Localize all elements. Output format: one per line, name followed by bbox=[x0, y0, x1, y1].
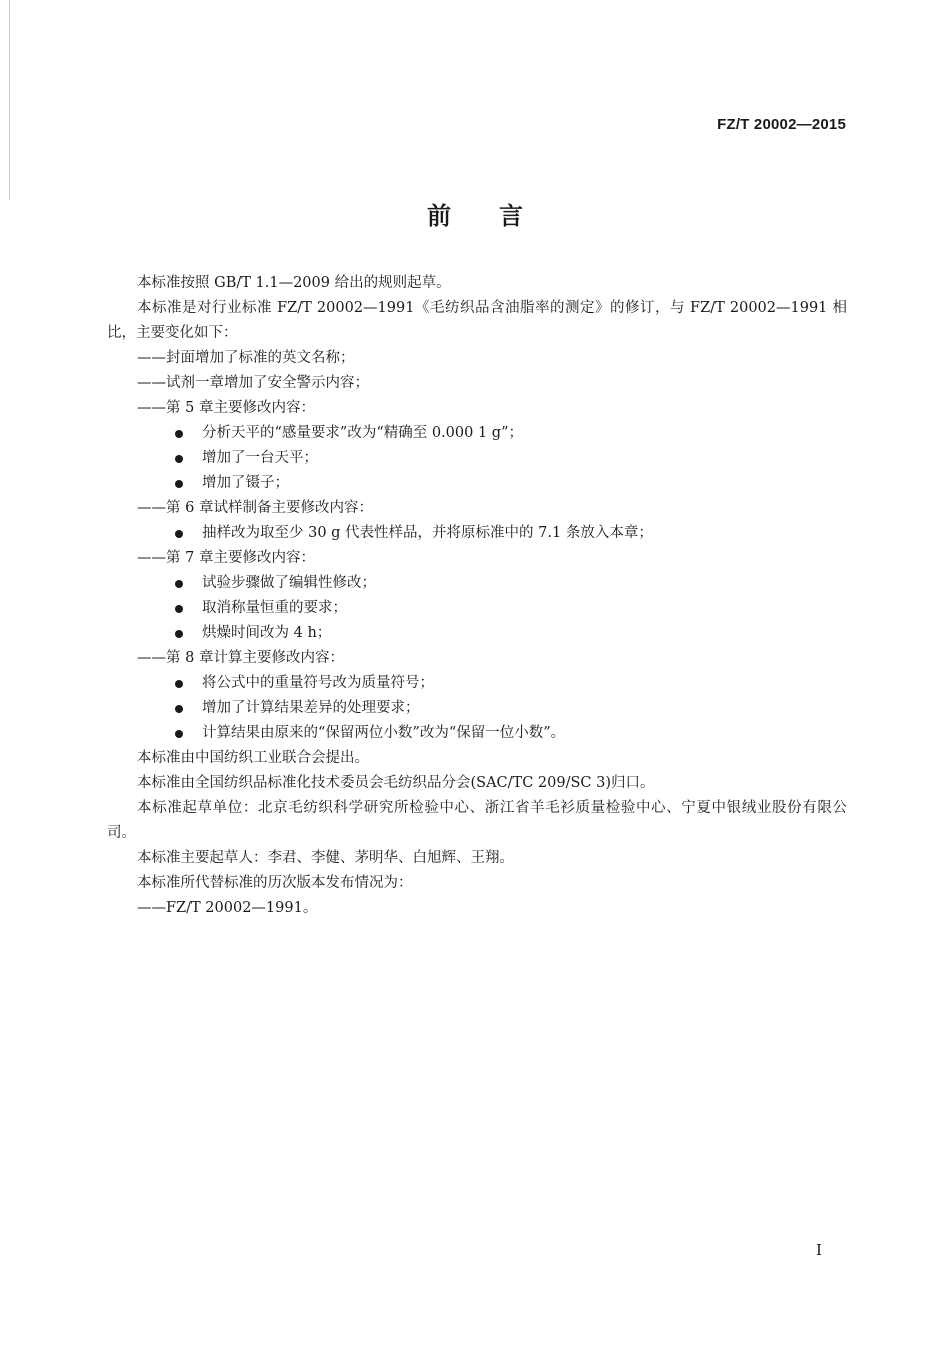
document-body bbox=[107, 271, 847, 921]
change-item-chapter-7: ——第 7 章主要修改内容： bbox=[137, 550, 315, 566]
standard-code: FZ/T 20002—2015 bbox=[717, 116, 846, 133]
paragraph-version-history: 本标准所代替标准的历次版本发布情况为： bbox=[137, 875, 413, 891]
change-item-reagents: ——试剂一章增加了安全警示内容； bbox=[137, 375, 369, 391]
bullet-dot bbox=[175, 680, 183, 688]
bullet-dot bbox=[175, 605, 183, 613]
change-item-chapter-5: ——第 5 章主要修改内容： bbox=[137, 400, 315, 416]
bullet-item: 试验步骤做了编辑性修改； bbox=[107, 571, 847, 596]
bullet-item: 取消称量恒重的要求； bbox=[107, 596, 847, 621]
bullet-dot bbox=[175, 580, 183, 588]
bullet-dot bbox=[175, 705, 183, 713]
paragraph-drafting-units: 本标准起草单位：北京毛纺织科学研究所检验中心、浙江省羊毛衫质量检验中心、宁夏中银绒业股份有限公司。 bbox=[107, 800, 847, 841]
paragraph-revision-intro: 本标准是对行业标准 FZ/T 20002—1991《毛纺织品含油脂率的测定》的修订，与 FZ/T 20002—1991 相比，主要变化如下： bbox=[107, 300, 847, 341]
bullet-dot bbox=[175, 630, 183, 638]
bullet-item: 将公式中的重量符号改为质量符号； bbox=[107, 671, 847, 696]
change-item-chapter-6: ——第 6 章试样制备主要修改内容： bbox=[137, 500, 373, 516]
bullet-item: 抽样改为取至少 30 g 代表性样品，并将原标准中的 7.1 条放入本章； bbox=[107, 521, 847, 546]
page-number: I bbox=[816, 1241, 822, 1259]
bullet-item: 分析天平的“感量要求”改为“精确至 0.000 1 g”； bbox=[107, 421, 847, 446]
bullet-dot bbox=[175, 455, 183, 463]
bullet-dot bbox=[175, 480, 183, 488]
change-item-chapter-8: ——第 8 章计算主要修改内容： bbox=[137, 650, 344, 666]
bullet-item: 增加了镊子； bbox=[107, 471, 847, 496]
bullet-dot bbox=[175, 430, 183, 438]
scan-edge-line bbox=[9, 0, 10, 200]
bullet-item: 烘燥时间改为 4 h； bbox=[107, 621, 847, 646]
paragraph-proposer: 本标准由中国纺织工业联合会提出。 bbox=[137, 750, 369, 766]
bullet-item: 增加了一台天平； bbox=[107, 446, 847, 471]
page-title: 前言 bbox=[427, 202, 571, 230]
bullet-item: 计算结果由原来的“保留两位小数”改为“保留一位小数”。 bbox=[107, 721, 847, 746]
paragraph-drafters: 本标准主要起草人：李君、李健、茅明华、白旭辉、王翔。 bbox=[137, 850, 514, 866]
bullet-dot bbox=[175, 730, 183, 738]
change-item-cover: ——封面增加了标准的英文名称； bbox=[137, 350, 355, 366]
bullet-dot bbox=[175, 530, 183, 538]
paragraph-centralized-unit: 本标准由全国纺织品标准化技术委员会毛纺织品分会(SAC/TC 209/SC 3)归口。 bbox=[137, 775, 655, 791]
bullet-item: 增加了计算结果差异的处理要求； bbox=[107, 696, 847, 721]
paragraph-drafting-rules: 本标准按照 GB/T 1.1—2009 给出的规则起草。 bbox=[137, 275, 451, 291]
previous-version-item: ——FZ/T 20002—1991。 bbox=[137, 900, 318, 916]
